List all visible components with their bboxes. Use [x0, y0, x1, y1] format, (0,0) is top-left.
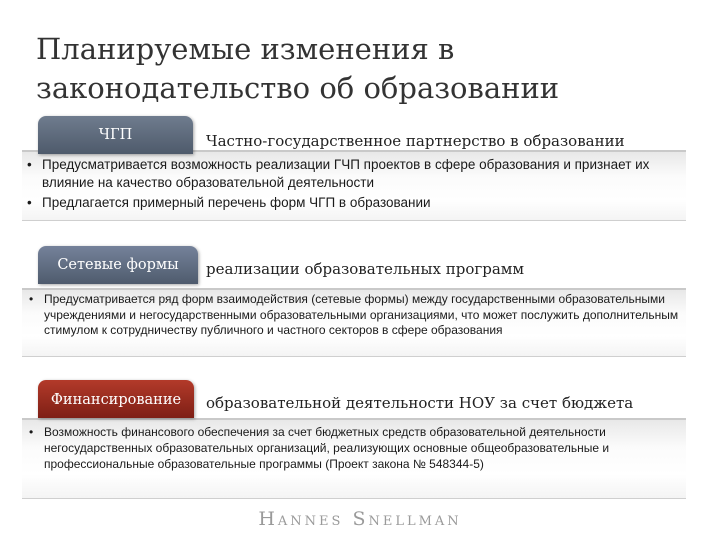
section-financing-bullets [28, 424, 678, 472]
company-logo: Hannes Snellman [258, 508, 462, 530]
list-item: • Предусматривается возможность реализации ГЧП проектов в сфере образования и признает их влияние на качество образовательной деятельности [26, 156, 692, 192]
section-financing [0, 376, 720, 500]
tab-network: Сетевые формы [38, 246, 198, 284]
section-ppp [0, 112, 720, 222]
page-title: Планируемые изменения в законодательство об образовании [36, 32, 560, 105]
list-item: • Предусматривается ряд форм взаимодействия (сетевые формы) между государственными образовательными учреждениями и негосударственными образовательными организациями, что может послужить дополнительным стимулом к сотрудничеству публичного и частного секторов в сфере образования [28, 292, 688, 339]
tab-financing: Финансирование [38, 380, 194, 418]
section-ppp-bullets [26, 156, 692, 212]
list-item: • Возможность финансового обеспечения за счет бюджетных средств образовательной деятельности негосударственных образовательных организаций, реализующих основные общеобразовательные и профессиональные образовательные программы (Проект закона № 548344-5) [28, 424, 678, 472]
section-financing-subheading: образовательной деятельности НОУ за счет бюджета [206, 394, 634, 412]
section-ppp-subheading: Частно-государственное партнерство в образовании [206, 132, 625, 150]
list-item: • Предлагается примерный перечень форм ЧГП в образовании [26, 194, 692, 212]
section-network-bullets [28, 292, 688, 339]
tab-ppp: ЧГП [38, 116, 193, 154]
section-network [0, 242, 720, 362]
section-network-subheading: реализации образовательных программ [206, 260, 525, 278]
